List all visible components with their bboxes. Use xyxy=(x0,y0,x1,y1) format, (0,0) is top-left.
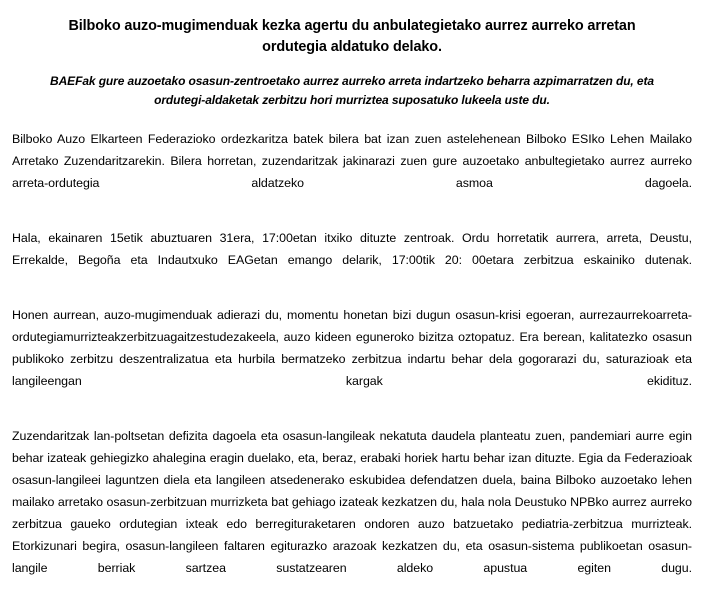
body-paragraph-4: Zuzendaritzak lan-poltsetan defizita dagoela eta osasun-langileak nekatuta daudela planteatu zuen, pandemiari aurre egin behar izateak gehiegizko ahalegina eragin duelako, eta, beraz, erabaki horiek hartu behar izan dituzte. Egia da Federazioak osasun-langileei laguntzen diela eta langileen atsedenerako eskubidea defendatzen duela, baina Bilboko auzoetako lehen mailako arretako osasun-zerbitzuan murrizketa bat gehiago izateak kezkatzen du, hala nola Deustuko NPBko aurrez aurreko zerbitzua gaueko ordutegian ixteak edo berregituraketaren ondoren auzo batzuetako pediatria-zerbitzua murrizteak. Etorkizunari begira, osasun-langileen faltaren egiturazko arazoak kezkatzen du, eta osasun-sistema publikoetan osasun-langile berriak sartzea sustatzearen aldeko apustua egiten dugu. xyxy=(12,429,692,575)
document-body xyxy=(12,128,692,601)
body-paragraph-2: Hala, ekainaren 15etik abuztuaren 31era, 17:00etan itxiko dituzte zentroak. Ordu horretatik aurrera, arreta, Deustu, Errekalde, Begoña eta Indautxuko EAGetan emango delarik, 17:00tik 20: 00etara zerbitzua eskainiko dutenak. xyxy=(12,231,692,267)
document-title: Bilboko auzo-mugimenduak kezka agertu du anbulategietako aurrez aurreko arretan ordutegia aldatuko delako. xyxy=(68,18,636,55)
document-subtitle: BAEFak gure auzoetako osasun-zentroetako aurrez aurreko arreta indartzeko beharra azpimarratzen du, eta ordutegi-aldaketak zerbitzu hori murriztea suposatuko lukeela uste du. xyxy=(50,74,654,107)
body-paragraph-3: Honen aurrean, auzo-mugimenduak adierazi du, momentu honetan bizi dugun osasun-krisi egoeran, aurrezaurrekoarreta-ordutegiamurrizteakzerbitzuagaitzestudezakeela, auzo kideen eguneroko bizitza oztopatuz. Era berean, kalitatezko osasun publikoko zerbitzu deszentralizatua eta hurbila bermatzeko zerbitzua indartu behar dela gogorarazi du, saturazioak eta langileengan kargak ekidituz. xyxy=(12,308,692,388)
body-paragraph-1: Bilboko Auzo Elkarteen Federazioko ordezkaritza batek bilera bat izan zuen astelehenean Bilboko ESIko Lehen Mailako Arretako Zuzendaritzarekin. Bilera horretan, zuzendaritzak jakinarazi zuen gure auzoetako anbultegietako aurrez aurreko arreta-ordutegia aldatzeko asmoa dagoela. xyxy=(12,132,692,190)
